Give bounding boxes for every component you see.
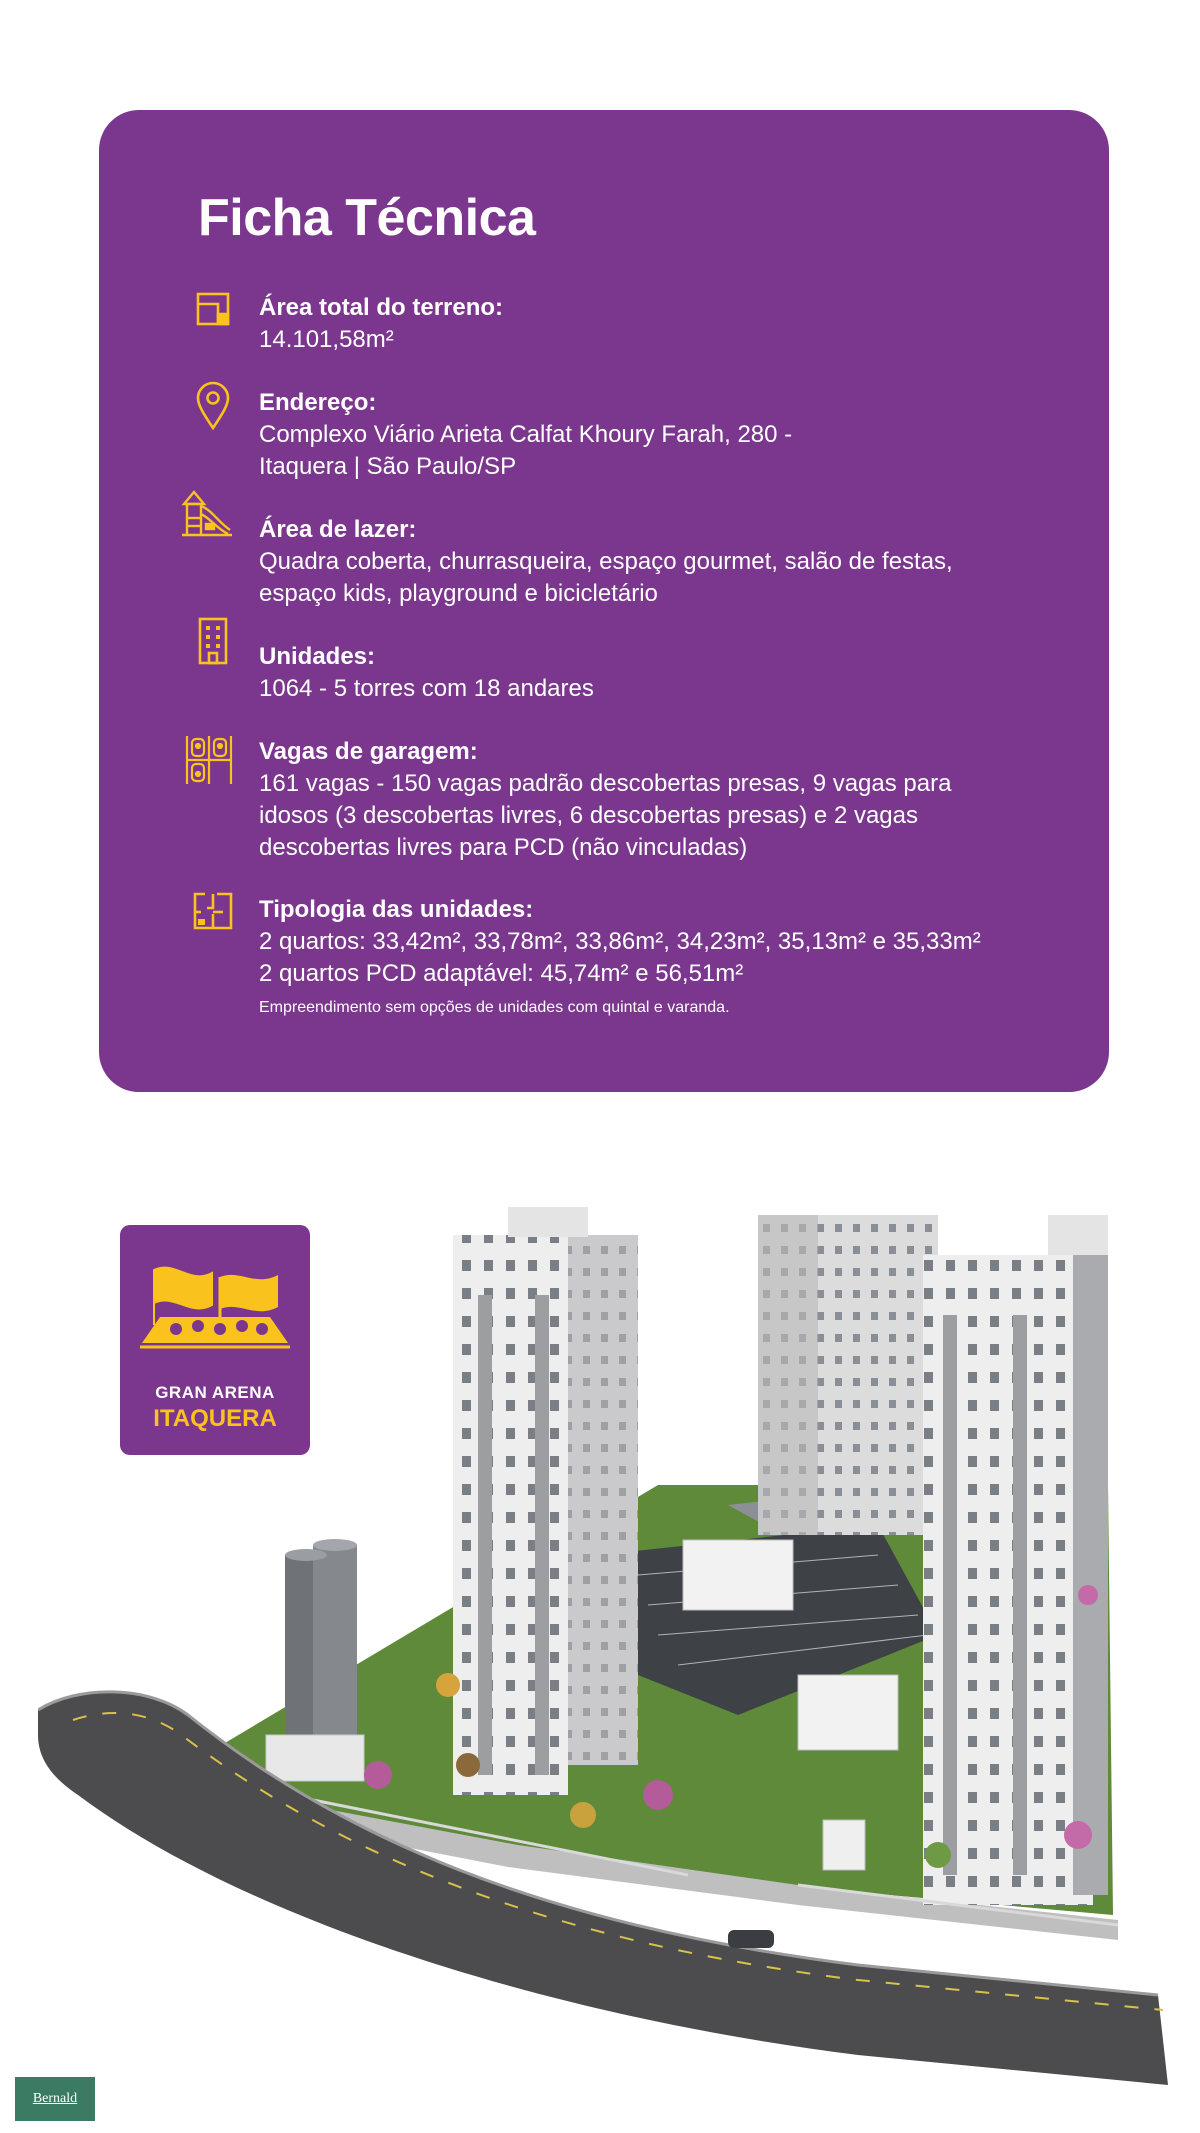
playground-icon <box>177 488 237 548</box>
spec-value-line: 14.101,58m² <box>259 326 394 353</box>
spec-value-line: espaço kids, playground e bicicletário <box>259 580 658 607</box>
spec-value-line: idosos (3 descobertas livres, 6 descobertas presas) e 2 vagas <box>259 802 919 829</box>
spec-label: Vagas de garagem: <box>259 738 478 765</box>
spec-value-line: Itaquera | São Paulo/SP <box>259 453 517 480</box>
spec-value-line: 2 quartos PCD adaptável: 45,74m² e 56,51m² <box>259 960 744 987</box>
spec-label: Endereço: <box>259 389 377 416</box>
spec-label: Área de lazer: <box>259 516 417 543</box>
spec-value-line: descobertas livres para PCD (não vinculadas) <box>259 834 748 861</box>
floor-plan-icon <box>183 892 243 952</box>
spec-value-line: 1064 - 5 torres com 18 andares <box>259 675 594 702</box>
card-title: Ficha Técnica <box>198 189 536 247</box>
spec-value-line: Quadra coberta, churrasqueira, espaço gourmet, salão de festas, <box>259 548 953 575</box>
badge-title-line2: ITAQUERA <box>153 1405 277 1432</box>
spec-label: Unidades: <box>259 643 376 670</box>
parking-icon <box>179 734 239 794</box>
gran-arena-badge <box>120 1225 310 1455</box>
building-icon <box>183 617 243 677</box>
floor-area-icon <box>183 292 243 352</box>
spec-value-line: Complexo Viário Arieta Calfat Khoury Farah, 280 - <box>259 421 793 448</box>
spec-value-line: 161 vagas - 150 vagas padrão descobertas presas, 9 vagas para <box>259 770 952 797</box>
spec-label: Área total do terreno: <box>259 294 504 321</box>
spec-value-line: 2 quartos: 33,42m², 33,78m², 33,86m², 34,23m², 35,13m² e 35,33m² <box>259 928 981 955</box>
stadium-crowd-icon <box>120 1225 310 1375</box>
ficha-tecnica-card <box>99 110 1109 1092</box>
footnote: Empreendimento sem opções de unidades com quintal e varanda. <box>259 999 730 1016</box>
badge-title-line1: GRAN ARENA <box>155 1383 275 1402</box>
location-pin-icon <box>183 381 243 441</box>
spec-label: Tipologia das unidades: <box>259 896 534 923</box>
logo-text: Bernald <box>32 2091 78 2106</box>
bernald-logo <box>15 2077 95 2121</box>
